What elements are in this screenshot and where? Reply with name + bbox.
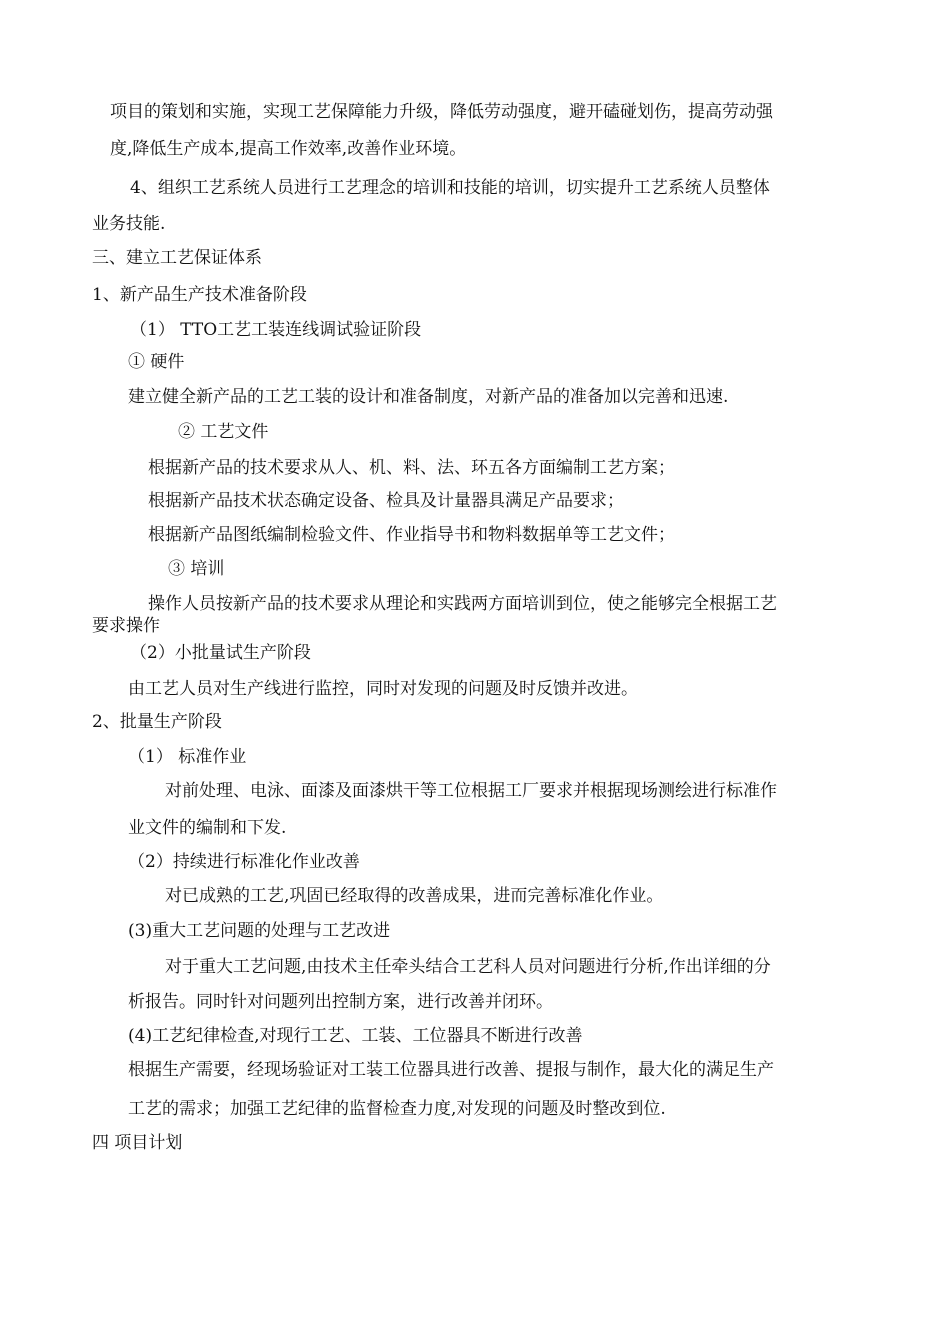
paragraph-line: 由工艺人员对生产线进行监控，同时对发现的问题及时反馈并改进。 (128, 679, 638, 699)
item-heading: (3)重大工艺问题的处理与工艺改进 (128, 921, 391, 941)
paragraph-line: 根据新产品图纸编制检验文件、作业指导书和物料数据单等工艺文件； (148, 525, 675, 545)
item-heading: ② 工艺文件 (178, 422, 269, 442)
paragraph-line: 业文件的编制和下发. (128, 818, 287, 838)
paragraph-line: 建立健全新产品的工艺工装的设计和准备制度，对新产品的准备加以完善和迅速. (128, 387, 729, 407)
item-heading: ③ 培训 (168, 559, 225, 579)
paragraph-line: 项目的策划和实施，实现工艺保障能力升级，降低劳动强度，避开磕碰划伤，提高劳动强 (110, 102, 773, 122)
paragraph-line: 4、组织工艺系统人员进行工艺理念的培训和技能的培训，切实提升工艺系统人员整体 (130, 178, 770, 198)
subsection-heading: 2、批量生产阶段 (92, 712, 222, 732)
section-heading: 四 项目计划 (92, 1133, 183, 1153)
paragraph-line: 操作人员按新产品的技术要求从理论和实践两方面培训到位，使之能够完全根据工艺 (148, 594, 777, 614)
paragraph-line: 要求操作 (92, 616, 160, 636)
item-heading: （1） TTO工艺工装连线调试验证阶段 (130, 320, 422, 340)
paragraph-line: 度,降低生产成本,提高工作效率,改善作业环境。 (110, 139, 467, 159)
paragraph-line: 对于重大工艺问题,由技术主任牵头结合工艺科人员对问题进行分析,作出详细的分 (165, 957, 771, 977)
paragraph-line: 工艺的需求；加强工艺纪律的监督检查力度,对发现的问题及时整改到位. (128, 1099, 666, 1119)
item-heading: （2）小批量试生产阶段 (130, 643, 311, 663)
paragraph-line: 根据生产需要，经现场验证对工装工位器具进行改善、提报与制作，最大化的满足生产 (128, 1060, 774, 1080)
paragraph-line: 根据新产品的技术要求从人、机、料、法、环五各方面编制工艺方案； (148, 458, 675, 478)
paragraph-line: 对前处理、电泳、面漆及面漆烘干等工位根据工厂要求并根据现场测绘进行标准作 (165, 781, 777, 801)
section-heading: 三、建立工艺保证体系 (92, 248, 262, 268)
paragraph-line: 析报告。同时针对问题列出控制方案，进行改善并闭环。 (128, 992, 553, 1012)
item-heading: （2）持续进行标准化作业改善 (128, 852, 360, 872)
paragraph-line: 根据新产品技术状态确定设备、检具及计量器具满足产品要求； (148, 491, 624, 511)
item-heading: (4)工艺纪律检查,对现行工艺、工装、工位器具不断进行改善 (128, 1026, 583, 1046)
item-heading: （1） 标准作业 (128, 747, 247, 767)
paragraph-line: 业务技能. (92, 214, 166, 234)
subsection-heading: 1、新产品生产技术准备阶段 (92, 285, 307, 305)
paragraph-line: 对已成熟的工艺,巩固已经取得的改善成果，进而完善标准化作业。 (165, 886, 664, 906)
item-heading: ① 硬件 (128, 352, 185, 372)
